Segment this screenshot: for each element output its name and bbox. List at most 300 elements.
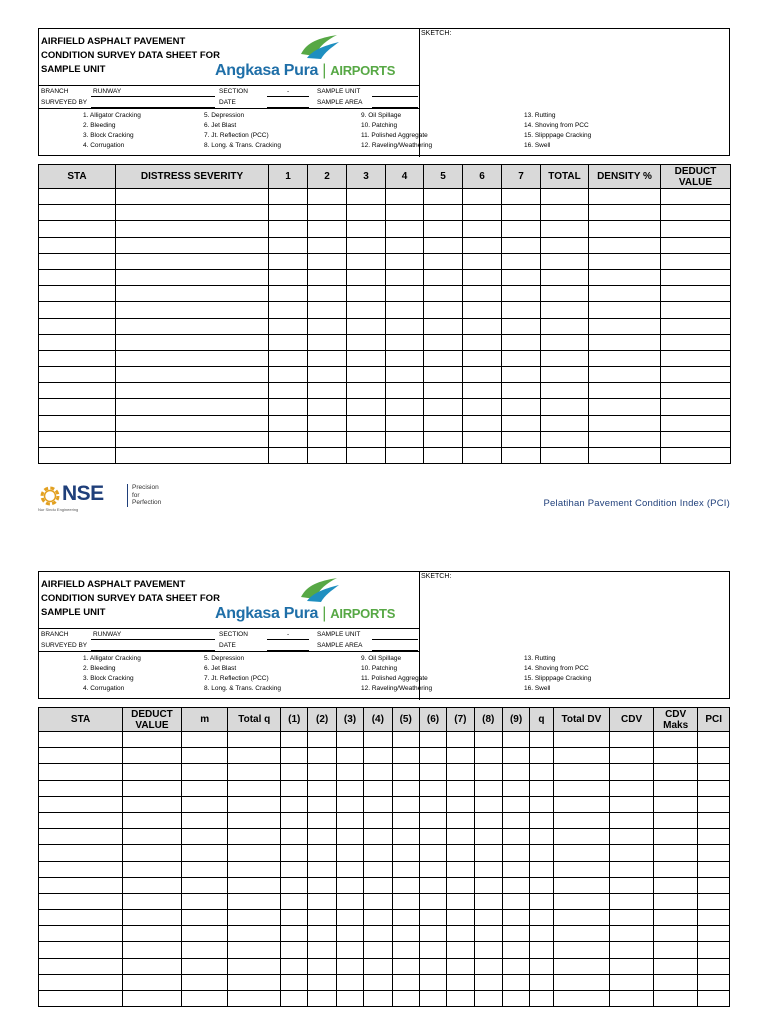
table-cell[interactable]	[589, 448, 661, 464]
table-cell[interactable]	[698, 796, 730, 812]
table-cell[interactable]	[653, 845, 698, 861]
table-cell[interactable]	[392, 942, 419, 958]
table-cell[interactable]	[698, 812, 730, 828]
table-cell[interactable]	[116, 302, 269, 318]
table-cell[interactable]	[463, 286, 502, 302]
table-cell[interactable]	[364, 796, 392, 812]
table-cell[interactable]	[364, 958, 392, 974]
table-cell[interactable]	[589, 286, 661, 302]
table-cell[interactable]	[39, 448, 116, 464]
table-cell[interactable]	[589, 367, 661, 383]
table-cell[interactable]	[653, 764, 698, 780]
table-cell[interactable]	[336, 893, 363, 909]
table-cell[interactable]	[502, 861, 529, 877]
table-cell[interactable]	[419, 829, 446, 845]
table-cell[interactable]	[116, 448, 269, 464]
table-cell[interactable]	[386, 237, 424, 253]
table-cell[interactable]	[610, 910, 654, 926]
table-cell[interactable]	[589, 383, 661, 399]
table-cell[interactable]	[364, 974, 392, 990]
table-cell[interactable]	[308, 399, 347, 415]
table-cell[interactable]	[530, 893, 553, 909]
table-cell[interactable]	[502, 926, 529, 942]
table-cell[interactable]	[336, 991, 363, 1007]
table-cell[interactable]	[308, 269, 347, 285]
table-cell[interactable]	[530, 780, 553, 796]
table-cell[interactable]	[447, 829, 474, 845]
table-cell[interactable]	[269, 189, 308, 205]
table-cell[interactable]	[502, 237, 541, 253]
table-cell[interactable]	[698, 991, 730, 1007]
table-cell[interactable]	[419, 780, 446, 796]
table-cell[interactable]	[530, 958, 553, 974]
table-cell[interactable]	[553, 991, 610, 1007]
table-cell[interactable]	[502, 974, 529, 990]
table-cell[interactable]	[39, 861, 123, 877]
table-cell[interactable]	[610, 829, 654, 845]
table-cell[interactable]	[463, 350, 502, 366]
table-cell[interactable]	[553, 942, 610, 958]
table-cell[interactable]	[447, 974, 474, 990]
table-cell[interactable]	[553, 958, 610, 974]
table-cell[interactable]	[610, 780, 654, 796]
table-cell[interactable]	[419, 926, 446, 942]
table-cell[interactable]	[364, 926, 392, 942]
table-cell[interactable]	[653, 796, 698, 812]
table-cell[interactable]	[502, 318, 541, 334]
table-cell[interactable]	[39, 732, 123, 748]
table-cell[interactable]	[610, 764, 654, 780]
table-cell[interactable]	[661, 448, 731, 464]
table-cell[interactable]	[447, 861, 474, 877]
table-cell[interactable]	[541, 415, 589, 431]
table-cell[interactable]	[392, 991, 419, 1007]
table-cell[interactable]	[347, 253, 386, 269]
table-cell[interactable]	[502, 302, 541, 318]
table-cell[interactable]	[530, 942, 553, 958]
table-cell[interactable]	[447, 748, 474, 764]
table-cell[interactable]	[308, 796, 336, 812]
table-cell[interactable]	[661, 253, 731, 269]
table-cell[interactable]	[308, 991, 336, 1007]
table-cell[interactable]	[39, 748, 123, 764]
table-cell[interactable]	[347, 415, 386, 431]
table-cell[interactable]	[181, 974, 228, 990]
table-cell[interactable]	[308, 958, 336, 974]
table-cell[interactable]	[553, 910, 610, 926]
table-cell[interactable]	[541, 399, 589, 415]
table-cell[interactable]	[698, 974, 730, 990]
table-cell[interactable]	[424, 431, 463, 447]
table-cell[interactable]	[39, 269, 116, 285]
table-cell[interactable]	[228, 861, 281, 877]
table-cell[interactable]	[424, 334, 463, 350]
table-cell[interactable]	[698, 942, 730, 958]
table-cell[interactable]	[653, 812, 698, 828]
table-cell[interactable]	[269, 269, 308, 285]
table-cell[interactable]	[610, 861, 654, 877]
table-cell[interactable]	[281, 748, 308, 764]
table-cell[interactable]	[347, 318, 386, 334]
table-cell[interactable]	[181, 861, 228, 877]
table-cell[interactable]	[530, 991, 553, 1007]
table-cell[interactable]	[39, 189, 116, 205]
table-cell[interactable]	[392, 926, 419, 942]
table-cell[interactable]	[392, 845, 419, 861]
table-cell[interactable]	[553, 796, 610, 812]
table-cell[interactable]	[424, 286, 463, 302]
table-cell[interactable]	[281, 910, 308, 926]
table-cell[interactable]	[653, 893, 698, 909]
table-cell[interactable]	[463, 318, 502, 334]
table-cell[interactable]	[308, 237, 347, 253]
table-cell[interactable]	[698, 732, 730, 748]
table-cell[interactable]	[336, 748, 363, 764]
table-cell[interactable]	[347, 221, 386, 237]
table-cell[interactable]	[530, 829, 553, 845]
table-cell[interactable]	[39, 958, 123, 974]
table-cell[interactable]	[419, 991, 446, 1007]
table-cell[interactable]	[502, 748, 529, 764]
table-cell[interactable]	[589, 253, 661, 269]
table-cell[interactable]	[116, 221, 269, 237]
table-cell[interactable]	[502, 189, 541, 205]
table-cell[interactable]	[308, 829, 336, 845]
table-cell[interactable]	[39, 302, 116, 318]
table-cell[interactable]	[308, 732, 336, 748]
table-cell[interactable]	[463, 383, 502, 399]
table-cell[interactable]	[308, 253, 347, 269]
table-cell[interactable]	[308, 318, 347, 334]
table-cell[interactable]	[336, 829, 363, 845]
table-cell[interactable]	[39, 367, 116, 383]
table-cell[interactable]	[181, 764, 228, 780]
table-cell[interactable]	[530, 926, 553, 942]
table-cell[interactable]	[502, 942, 529, 958]
table-cell[interactable]	[39, 205, 116, 221]
table-cell[interactable]	[39, 237, 116, 253]
table-cell[interactable]	[269, 399, 308, 415]
table-cell[interactable]	[502, 253, 541, 269]
table-cell[interactable]	[541, 448, 589, 464]
table-cell[interactable]	[698, 926, 730, 942]
table-cell[interactable]	[541, 302, 589, 318]
table-cell[interactable]	[661, 399, 731, 415]
table-cell[interactable]	[419, 732, 446, 748]
table-cell[interactable]	[123, 926, 182, 942]
table-cell[interactable]	[553, 732, 610, 748]
table-cell[interactable]	[364, 829, 392, 845]
table-cell[interactable]	[364, 877, 392, 893]
table-cell[interactable]	[553, 748, 610, 764]
table-cell[interactable]	[610, 958, 654, 974]
table-cell[interactable]	[386, 415, 424, 431]
table-cell[interactable]	[610, 926, 654, 942]
table-cell[interactable]	[463, 205, 502, 221]
table-cell[interactable]	[386, 431, 424, 447]
table-cell[interactable]	[474, 893, 502, 909]
table-cell[interactable]	[661, 302, 731, 318]
table-cell[interactable]	[347, 269, 386, 285]
table-cell[interactable]	[281, 958, 308, 974]
table-cell[interactable]	[474, 942, 502, 958]
table-cell[interactable]	[123, 780, 182, 796]
table-cell[interactable]	[553, 861, 610, 877]
table-cell[interactable]	[123, 958, 182, 974]
table-cell[interactable]	[116, 399, 269, 415]
table-cell[interactable]	[228, 910, 281, 926]
table-cell[interactable]	[364, 991, 392, 1007]
table-cell[interactable]	[308, 302, 347, 318]
table-cell[interactable]	[424, 269, 463, 285]
table-cell[interactable]	[39, 318, 116, 334]
table-cell[interactable]	[308, 764, 336, 780]
table-cell[interactable]	[336, 942, 363, 958]
table-cell[interactable]	[39, 796, 123, 812]
table-cell[interactable]	[502, 205, 541, 221]
table-cell[interactable]	[308, 910, 336, 926]
table-cell[interactable]	[181, 958, 228, 974]
table-cell[interactable]	[541, 269, 589, 285]
table-cell[interactable]	[386, 221, 424, 237]
table-cell[interactable]	[228, 926, 281, 942]
table-cell[interactable]	[386, 448, 424, 464]
table-cell[interactable]	[424, 399, 463, 415]
table-cell[interactable]	[610, 748, 654, 764]
table-cell[interactable]	[419, 812, 446, 828]
table-cell[interactable]	[502, 796, 529, 812]
table-cell[interactable]	[447, 812, 474, 828]
table-cell[interactable]	[653, 829, 698, 845]
table-cell[interactable]	[463, 448, 502, 464]
table-cell[interactable]	[39, 942, 123, 958]
table-cell[interactable]	[424, 237, 463, 253]
table-cell[interactable]	[502, 991, 529, 1007]
table-cell[interactable]	[39, 812, 123, 828]
table-cell[interactable]	[181, 926, 228, 942]
table-cell[interactable]	[553, 893, 610, 909]
table-cell[interactable]	[281, 812, 308, 828]
table-cell[interactable]	[463, 237, 502, 253]
table-cell[interactable]	[123, 748, 182, 764]
table-cell[interactable]	[463, 415, 502, 431]
table-cell[interactable]	[269, 221, 308, 237]
table-cell[interactable]	[269, 318, 308, 334]
table-cell[interactable]	[123, 845, 182, 861]
table-cell[interactable]	[308, 350, 347, 366]
table-cell[interactable]	[419, 974, 446, 990]
table-cell[interactable]	[39, 253, 116, 269]
table-cell[interactable]	[653, 942, 698, 958]
table-cell[interactable]	[463, 334, 502, 350]
table-cell[interactable]	[698, 845, 730, 861]
table-cell[interactable]	[661, 286, 731, 302]
table-cell[interactable]	[364, 861, 392, 877]
table-cell[interactable]	[364, 764, 392, 780]
table-cell[interactable]	[116, 269, 269, 285]
table-cell[interactable]	[281, 845, 308, 861]
table-cell[interactable]	[447, 796, 474, 812]
table-cell[interactable]	[116, 383, 269, 399]
table-cell[interactable]	[698, 748, 730, 764]
table-cell[interactable]	[424, 205, 463, 221]
table-cell[interactable]	[589, 399, 661, 415]
table-cell[interactable]	[419, 877, 446, 893]
table-cell[interactable]	[610, 974, 654, 990]
table-cell[interactable]	[610, 893, 654, 909]
table-cell[interactable]	[228, 732, 281, 748]
table-cell[interactable]	[392, 780, 419, 796]
table-cell[interactable]	[269, 415, 308, 431]
table-cell[interactable]	[116, 367, 269, 383]
table-cell[interactable]	[336, 845, 363, 861]
table-cell[interactable]	[181, 910, 228, 926]
table-cell[interactable]	[347, 189, 386, 205]
table-cell[interactable]	[589, 221, 661, 237]
table-cell[interactable]	[364, 942, 392, 958]
table-cell[interactable]	[336, 812, 363, 828]
table-cell[interactable]	[502, 877, 529, 893]
table-cell[interactable]	[541, 189, 589, 205]
table-cell[interactable]	[364, 845, 392, 861]
table-cell[interactable]	[181, 893, 228, 909]
table-cell[interactable]	[228, 748, 281, 764]
table-cell[interactable]	[336, 780, 363, 796]
table-cell[interactable]	[228, 780, 281, 796]
table-cell[interactable]	[386, 253, 424, 269]
table-cell[interactable]	[228, 893, 281, 909]
table-cell[interactable]	[39, 845, 123, 861]
table-cell[interactable]	[502, 286, 541, 302]
table-cell[interactable]	[116, 205, 269, 221]
table-cell[interactable]	[502, 399, 541, 415]
table-cell[interactable]	[269, 334, 308, 350]
table-cell[interactable]	[39, 764, 123, 780]
table-cell[interactable]	[661, 205, 731, 221]
table-cell[interactable]	[392, 748, 419, 764]
table-cell[interactable]	[269, 367, 308, 383]
table-cell[interactable]	[336, 861, 363, 877]
table-cell[interactable]	[123, 812, 182, 828]
table-cell[interactable]	[308, 448, 347, 464]
table-cell[interactable]	[392, 877, 419, 893]
table-cell[interactable]	[281, 861, 308, 877]
table-cell[interactable]	[424, 302, 463, 318]
table-cell[interactable]	[39, 780, 123, 796]
table-cell[interactable]	[116, 286, 269, 302]
table-cell[interactable]	[181, 732, 228, 748]
table-cell[interactable]	[502, 431, 541, 447]
table-cell[interactable]	[661, 269, 731, 285]
table-cell[interactable]	[269, 448, 308, 464]
table-cell[interactable]	[336, 926, 363, 942]
table-cell[interactable]	[364, 893, 392, 909]
table-cell[interactable]	[123, 877, 182, 893]
table-cell[interactable]	[308, 812, 336, 828]
table-cell[interactable]	[281, 942, 308, 958]
table-cell[interactable]	[553, 926, 610, 942]
table-cell[interactable]	[336, 974, 363, 990]
table-cell[interactable]	[386, 302, 424, 318]
table-cell[interactable]	[392, 974, 419, 990]
table-cell[interactable]	[347, 431, 386, 447]
table-cell[interactable]	[610, 812, 654, 828]
table-cell[interactable]	[589, 205, 661, 221]
table-cell[interactable]	[269, 286, 308, 302]
table-cell[interactable]	[392, 910, 419, 926]
table-cell[interactable]	[653, 748, 698, 764]
table-cell[interactable]	[181, 748, 228, 764]
table-cell[interactable]	[308, 383, 347, 399]
table-cell[interactable]	[502, 367, 541, 383]
table-cell[interactable]	[474, 796, 502, 812]
table-cell[interactable]	[308, 205, 347, 221]
table-cell[interactable]	[123, 974, 182, 990]
table-cell[interactable]	[653, 780, 698, 796]
table-cell[interactable]	[281, 796, 308, 812]
table-cell[interactable]	[553, 845, 610, 861]
table-cell[interactable]	[589, 302, 661, 318]
table-cell[interactable]	[123, 764, 182, 780]
table-cell[interactable]	[123, 910, 182, 926]
table-cell[interactable]	[347, 237, 386, 253]
table-cell[interactable]	[392, 893, 419, 909]
table-cell[interactable]	[419, 893, 446, 909]
table-cell[interactable]	[228, 812, 281, 828]
table-cell[interactable]	[502, 910, 529, 926]
table-cell[interactable]	[308, 780, 336, 796]
table-cell[interactable]	[502, 448, 541, 464]
table-cell[interactable]	[308, 748, 336, 764]
table-cell[interactable]	[419, 958, 446, 974]
table-cell[interactable]	[653, 910, 698, 926]
table-cell[interactable]	[308, 877, 336, 893]
table-cell[interactable]	[610, 796, 654, 812]
table-cell[interactable]	[530, 764, 553, 780]
table-cell[interactable]	[502, 269, 541, 285]
table-cell[interactable]	[474, 926, 502, 942]
table-cell[interactable]	[661, 415, 731, 431]
table-cell[interactable]	[424, 189, 463, 205]
table-cell[interactable]	[181, 942, 228, 958]
table-cell[interactable]	[698, 829, 730, 845]
table-cell[interactable]	[39, 974, 123, 990]
table-cell[interactable]	[474, 732, 502, 748]
table-cell[interactable]	[698, 877, 730, 893]
table-cell[interactable]	[39, 991, 123, 1007]
table-cell[interactable]	[474, 877, 502, 893]
table-cell[interactable]	[123, 732, 182, 748]
table-cell[interactable]	[281, 780, 308, 796]
table-cell[interactable]	[589, 350, 661, 366]
table-cell[interactable]	[463, 399, 502, 415]
table-cell[interactable]	[116, 350, 269, 366]
table-cell[interactable]	[123, 893, 182, 909]
table-cell[interactable]	[530, 732, 553, 748]
table-cell[interactable]	[419, 845, 446, 861]
table-cell[interactable]	[308, 221, 347, 237]
table-cell[interactable]	[419, 796, 446, 812]
table-cell[interactable]	[386, 205, 424, 221]
table-cell[interactable]	[502, 829, 529, 845]
table-cell[interactable]	[541, 318, 589, 334]
table-cell[interactable]	[653, 732, 698, 748]
table-cell[interactable]	[392, 812, 419, 828]
table-cell[interactable]	[392, 796, 419, 812]
table-cell[interactable]	[364, 748, 392, 764]
table-cell[interactable]	[181, 812, 228, 828]
table-cell[interactable]	[419, 910, 446, 926]
